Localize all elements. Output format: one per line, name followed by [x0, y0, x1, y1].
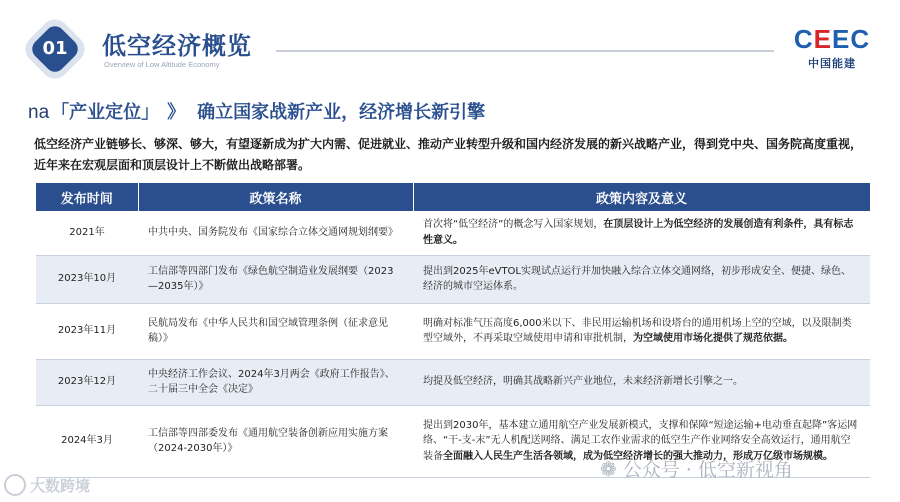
- content-text: 提出到2030年，基本建立通用航空产业发展新模式，支撑和保障“短途运输+电动垂直起降”客运网络、“干-支-末”无人机配送网络、满足工农作业需求的低空生产作业网络安全高效运行，通用航空装备: [423, 419, 858, 462]
- wechat-official-icon: ❁: [600, 456, 617, 481]
- logo-letters-ec: EC: [832, 24, 871, 54]
- table-header-row: [36, 183, 870, 211]
- table-row: [36, 303, 870, 359]
- page-subtitle: Overview of Low Altitude Economy: [104, 60, 220, 69]
- table-row: [36, 255, 870, 303]
- title-divider: [276, 50, 774, 52]
- row-policy-content: [413, 211, 870, 255]
- watermark-left: [4, 474, 90, 496]
- watermark-right: [600, 455, 793, 482]
- logo-mark: [784, 24, 880, 55]
- row-date: 2024年3月: [36, 405, 138, 477]
- intro-paragraph: 低空经济产业链够长、够深、够大，有望逐新成为扩大内需、促进就业、推动产业转型升级和国内经济发展的新兴战略产业，得到党中央、国务院高度重视，近年来在宏观层面和顶层设计上不断做出战略部署。: [34, 137, 863, 172]
- logo-letter-c: C: [793, 24, 814, 54]
- table-row: [36, 359, 870, 405]
- section-prefix: na: [28, 102, 50, 123]
- badge-number: 01: [42, 38, 68, 59]
- logo-text: 中国能建: [808, 57, 856, 70]
- section-number-badge: [30, 24, 80, 74]
- row-policy-content: [413, 359, 870, 405]
- header-date: 发布时间: [36, 183, 138, 211]
- content-highlight: 全面融入人民生产生活各领域，成为低空经济增长的强大推动力，形成万亿级市场规模。: [443, 450, 833, 462]
- row-policy-name: 民航局发布《中华人民共和国空域管理条例（征求意见稿）》: [138, 303, 413, 359]
- content-highlight: 为空域使用市场化提供了规范依据。: [633, 333, 793, 344]
- row-date: 2023年12月: [36, 359, 138, 405]
- section-tag: 「产业定位」: [51, 102, 160, 123]
- row-policy-name: 中央经济工作会议、2024年3月两会《政府工作报告》、二十届三中全会《决定》: [138, 359, 413, 405]
- table-row: [36, 211, 870, 255]
- header-policy-content: 政策内容及意义: [413, 183, 870, 211]
- row-date: 2021年: [36, 211, 138, 255]
- content-highlight: 在顶层设计上为低空经济的发展创造有利条件，具有标志性意义。: [423, 219, 854, 246]
- watermark-left-text: 大数跨境: [30, 476, 91, 495]
- section-heading-text: 确立国家战新产业，经济增长新引擎: [197, 102, 486, 123]
- watermark-right-text: 公众号 · 低空新视角: [622, 459, 793, 481]
- row-policy-content: [413, 303, 870, 359]
- row-date: 2023年11月: [36, 303, 138, 359]
- policy-table: [36, 183, 871, 478]
- content-text: 明确对标准气压高度6,000米以下、非民用运输机场和设塔台的通用机场上空的空域，以及限制类型空域外，不再采取空域使用申请和审批机制，: [423, 317, 852, 344]
- logo-letter-e: E: [813, 24, 832, 54]
- double-chevron-icon: 》: [167, 102, 186, 123]
- content-text: 提出到2025年eVTOL实现试点运行并加快融入综合立体交通网络，初步形成安全、便捷、绿色、经济的城市空运体系。: [423, 265, 851, 292]
- watermark-logo-icon: [4, 474, 26, 496]
- row-policy-content: [413, 255, 870, 303]
- company-logo: [784, 24, 880, 84]
- page-title: 低空经济概览: [102, 32, 252, 60]
- row-policy-name: 工信部等四部门发布《绿色航空制造业发展纲要（2023—2035年）》: [138, 255, 413, 303]
- content-text: 首次将“低空经济”的概念写入国家规划，: [423, 219, 604, 231]
- row-policy-name: 工信部等四部委发布《通用航空装备创新应用实施方案（2024-2030年）》: [138, 405, 413, 477]
- content-text: 均提及低空经济，明确其战略新兴产业地位，未来经济新增长引擎之一。: [423, 376, 743, 388]
- row-policy-name: 中共中央、国务院发布《国家综合立体交通网规划纲要》: [138, 211, 413, 255]
- row-date: 2023年10月: [36, 255, 138, 303]
- section-heading: [28, 98, 485, 124]
- header-policy-name: 政策名称: [138, 183, 413, 211]
